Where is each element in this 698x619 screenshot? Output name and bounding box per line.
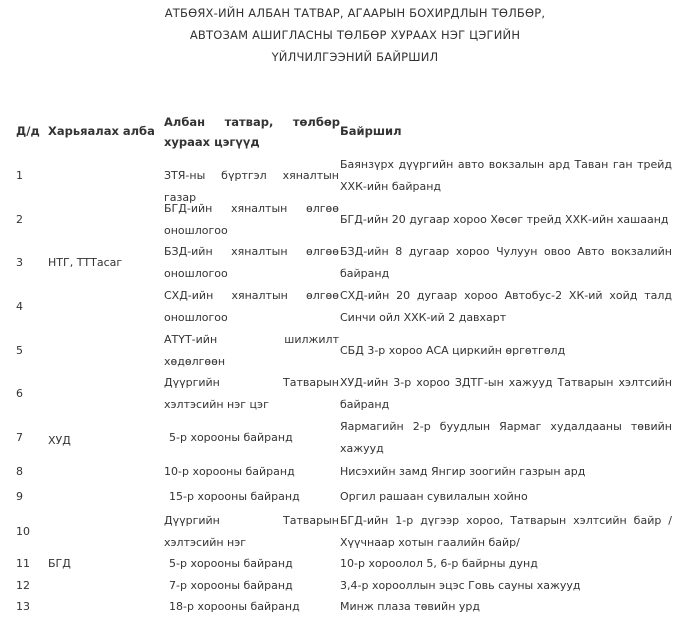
row-num: 12 xyxy=(16,579,30,592)
row-point: Дүүргийн Татварын хэлтэсийн нэг xyxy=(164,514,339,549)
row-dept: БГД xyxy=(48,557,71,570)
row-location: Нисэхийн замд Янгир зоогийн газрын ард xyxy=(340,465,586,478)
row-num: 13 xyxy=(16,600,30,613)
row-dept: ХУД xyxy=(48,434,71,447)
row-num: 11 xyxy=(16,557,30,570)
header-num: Д/д xyxy=(16,124,40,138)
row-point: Дүүргийн Татварын хэлтэсийн нэг цэг xyxy=(164,376,339,411)
row-point: 18-р хорооны байранд xyxy=(169,600,300,613)
row-location: Минж плаза төвийн урд xyxy=(340,600,480,613)
row-num: 7 xyxy=(16,431,23,444)
header-location: Байршил xyxy=(340,124,402,138)
row-num: 10 xyxy=(16,525,30,538)
row-num: 4 xyxy=(16,300,23,313)
row-num: 6 xyxy=(16,387,23,400)
row-location: СБД 3-р хороо АСА циркийн өргөтгөлд xyxy=(340,344,566,357)
row-point: СХД-ийн хяналтын өлгөө оношлогоо xyxy=(164,289,339,324)
row-location: 10-р хороолол 5, 6-р байрны дунд xyxy=(340,557,538,570)
row-point: АТҮТ-ийн шилжилт хөдөлгөөн xyxy=(164,333,339,368)
row-location: Оргил рашаан сувилалын хойно xyxy=(340,490,528,503)
row-point: ЗТЯ-ны бүртгэл хяналтын газар xyxy=(164,169,339,204)
header-point-line1: Албан татвар, төлбөр xyxy=(164,115,340,129)
row-location: Баянзүрх дүүргийн авто вокзалын ард Таван ган трейд ХХК-ийн байранд xyxy=(340,158,672,193)
row-dept: НТГ, ТТТасаг xyxy=(48,256,123,269)
title-line-2: АВТОЗАМ АШИГЛАСНЫ ТӨЛБӨР ХУРААХ НЭГ ЦЭГИЙН xyxy=(189,28,521,42)
row-point: 5-р хорооны байранд xyxy=(169,431,293,444)
row-location: ХУД-ийн 3-р хороо ЗДТГ-ын хажууд Татварын хэлтсийн байранд xyxy=(340,376,672,411)
row-location: Яармагийн 2-р буудлын Яармаг худалдааны төвийн хажууд xyxy=(340,420,672,455)
row-point: 15-р хорооны байранд xyxy=(169,490,300,503)
row-location: БГД-ийн 1-р дүгээр хороо, Татварын хэлтсийн байр /Хүүчнаар хотын гаалийн байр/ xyxy=(340,514,672,549)
row-num: 3 xyxy=(16,256,23,269)
header-point-line2: хураах цэгүүд xyxy=(164,135,260,149)
document-title xyxy=(150,2,560,68)
row-num: 8 xyxy=(16,465,23,478)
row-num: 2 xyxy=(16,213,23,226)
row-location: БГД-ийн 20 дугаар хороо Хөсөг трейд ХХК-ийн хашаанд xyxy=(340,213,669,226)
title-line-1: АТБӨЯХ-ИЙН АЛБАН ТАТВАР, АГААРЫН БОХИРДЛЫН ТӨЛБӨР, xyxy=(164,6,546,20)
row-num: 5 xyxy=(16,344,23,357)
row-point: 7-р хорооны байранд xyxy=(169,579,293,592)
header-dept: Харьяалах алба xyxy=(48,124,155,138)
row-point: 10-р хорооны байранд xyxy=(164,465,295,478)
header-point xyxy=(164,112,340,152)
row-point: БЗД-ийн хяналтын өлгөө оношлогоо xyxy=(164,245,339,280)
title-line-3: ҮЙЛЧИЛГЭЭНИЙ БАЙРШИЛ xyxy=(271,50,439,64)
row-point: БГД-ийн хяналтын өлгөө оношлогоо xyxy=(164,202,339,237)
row-num: 1 xyxy=(16,169,23,182)
row-location: БЗД-ийн 8 дугаар хороо Чулуун овоо Авто вокзалийн байранд xyxy=(340,245,672,280)
row-location: СХД-ийн 20 дугаар хороо Автобус-2 ХК-ий хойд талд Синчи ойл ХХК-ий 2 давхарт xyxy=(340,289,672,324)
row-location: 3,4-р хорооллын эцэс Говь сауны хажууд xyxy=(340,579,581,592)
row-num: 9 xyxy=(16,490,23,503)
row-point: 5-р хорооны байранд xyxy=(169,557,293,570)
